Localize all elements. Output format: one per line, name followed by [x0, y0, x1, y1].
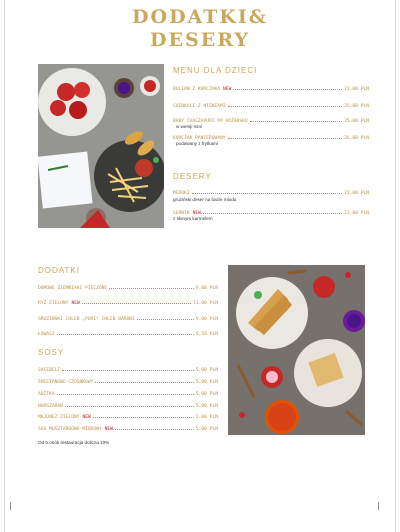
- dot-leader: [250, 121, 342, 122]
- menu-item-name: SOS MUSZTARDOWO-MIODOWY: [38, 427, 102, 432]
- kids-menu-heading: MENU DLA DZIECI: [173, 66, 258, 75]
- menu-item-price: 5,00 PLN: [195, 427, 218, 432]
- page-edge-right: [395, 0, 396, 532]
- menu-item-price: 5,00 PLN: [195, 380, 218, 385]
- menu-item-price: 25,00 PLN: [344, 104, 369, 109]
- menu-item-row: [173, 115, 369, 124]
- dot-leader: [57, 334, 194, 335]
- dot-leader: [203, 213, 342, 214]
- menu-item-row: [38, 282, 218, 291]
- footer-note: Od 6 osób restauracja dolicza 10%: [38, 440, 110, 445]
- menu-item-name: GRUZIŃSKI CHLEB „PURI” CHLEB BARONI: [38, 317, 135, 322]
- menu-item-price: 21,00 PLN: [344, 87, 369, 92]
- new-badge: NEW: [104, 427, 113, 432]
- menu-item-row: [38, 423, 218, 432]
- menu-item-row: [38, 328, 218, 337]
- page-title-line2: DESERY: [150, 29, 250, 51]
- menu-item-name: KURCZAK PANIEROWANY: [173, 136, 226, 141]
- new-badge: NEW: [82, 415, 91, 420]
- dot-leader: [192, 193, 342, 194]
- menu-item-name: BULION Z KURCZAKA: [173, 87, 221, 92]
- menu-item-row: [38, 400, 218, 409]
- menu-item-name: NARSZARAB: [38, 404, 63, 409]
- dot-leader: [95, 382, 194, 383]
- sides-heading: DODATKI: [38, 266, 80, 275]
- menu-item-description: podawany z frytkami: [176, 141, 218, 146]
- desserts-heading: DESERY: [173, 172, 212, 181]
- menu-item-price: 5,00 PLN: [195, 404, 218, 409]
- menu-item-name: SERNIK: [173, 211, 190, 216]
- menu-item-row: [173, 100, 369, 109]
- menu-item-row: [38, 388, 218, 397]
- dot-leader: [57, 394, 194, 395]
- menu-item-row: [173, 187, 369, 196]
- menu-item-name: DOMOWE ZIEMNIAKI PIECZONE: [38, 286, 108, 291]
- menu-item-price: 11,00 PLN: [193, 301, 218, 306]
- menu-item-row: [173, 207, 369, 216]
- menu-item-price: 5,00 PLN: [195, 392, 218, 397]
- menu-item-row: [173, 132, 369, 141]
- menu-item-price: 23,00 PLN: [344, 211, 369, 216]
- menu-item-row: [38, 313, 218, 322]
- menu-item-name: SACEBELI: [38, 368, 61, 373]
- menu-item-price: 9,00 PLN: [195, 317, 218, 322]
- menu-item-name: MAJONEZ ZIELONY: [38, 415, 80, 420]
- menu-item-row: [38, 297, 218, 306]
- menu-item-description: gruziński deser na bazie miodu: [173, 197, 237, 202]
- dot-leader: [109, 288, 194, 289]
- kids-menu-photo: [38, 64, 164, 228]
- menu-item-name: ŚMIETANOWO-CZOSNKOWY: [38, 380, 94, 385]
- crop-mark-left: [10, 502, 11, 510]
- menu-item-name: ADŻIKA: [38, 392, 55, 397]
- sauces-heading: SOSY: [38, 348, 65, 357]
- dot-leader: [228, 106, 343, 107]
- dot-leader: [65, 406, 194, 407]
- menu-item-name: ŁAWASZ: [38, 332, 55, 337]
- menu-item-price: 25,00 PLN: [344, 119, 369, 124]
- dot-leader: [137, 319, 194, 320]
- menu-item-price: 5,00 PLN: [195, 415, 218, 420]
- menu-item-name: BABY CHACZAPURI PO ADŻARSKU: [173, 119, 248, 124]
- menu-item-price: 26,00 PLN: [344, 136, 369, 141]
- menu-item-price: 23,00 PLN: [344, 191, 369, 196]
- dot-leader: [82, 303, 191, 304]
- menu-item-name: MEDOKI: [173, 191, 190, 196]
- page-title-line1: DODATKI&: [132, 6, 268, 28]
- new-badge: NEW: [192, 211, 201, 216]
- dot-leader: [115, 429, 194, 430]
- menu-item-price: 5,00 PLN: [195, 368, 218, 373]
- dot-leader: [93, 417, 194, 418]
- dot-leader: [233, 89, 342, 90]
- menu-item-price: 9,00 PLN: [195, 286, 218, 291]
- new-badge: NEW: [71, 301, 80, 306]
- menu-item-row: [38, 411, 218, 420]
- menu-item-row: [38, 376, 218, 385]
- menu-item-price: 6,50 PLN: [195, 332, 218, 337]
- menu-item-description: w wersji mini: [176, 124, 203, 129]
- menu-item-name: CHINKALI Z WIŚNIAMI: [173, 104, 226, 109]
- menu-item-row: [173, 83, 369, 92]
- crop-mark-right: [378, 502, 379, 510]
- menu-item-row: [38, 364, 218, 373]
- desserts-photo: [228, 265, 365, 435]
- page-edge-left: [4, 0, 5, 532]
- dot-leader: [62, 370, 194, 371]
- menu-item-name: RYŻ ZIELONY: [38, 301, 69, 306]
- menu-item-description: z słonym karmelem: [173, 216, 213, 221]
- dot-leader: [228, 138, 343, 139]
- new-badge: NEW: [223, 87, 232, 92]
